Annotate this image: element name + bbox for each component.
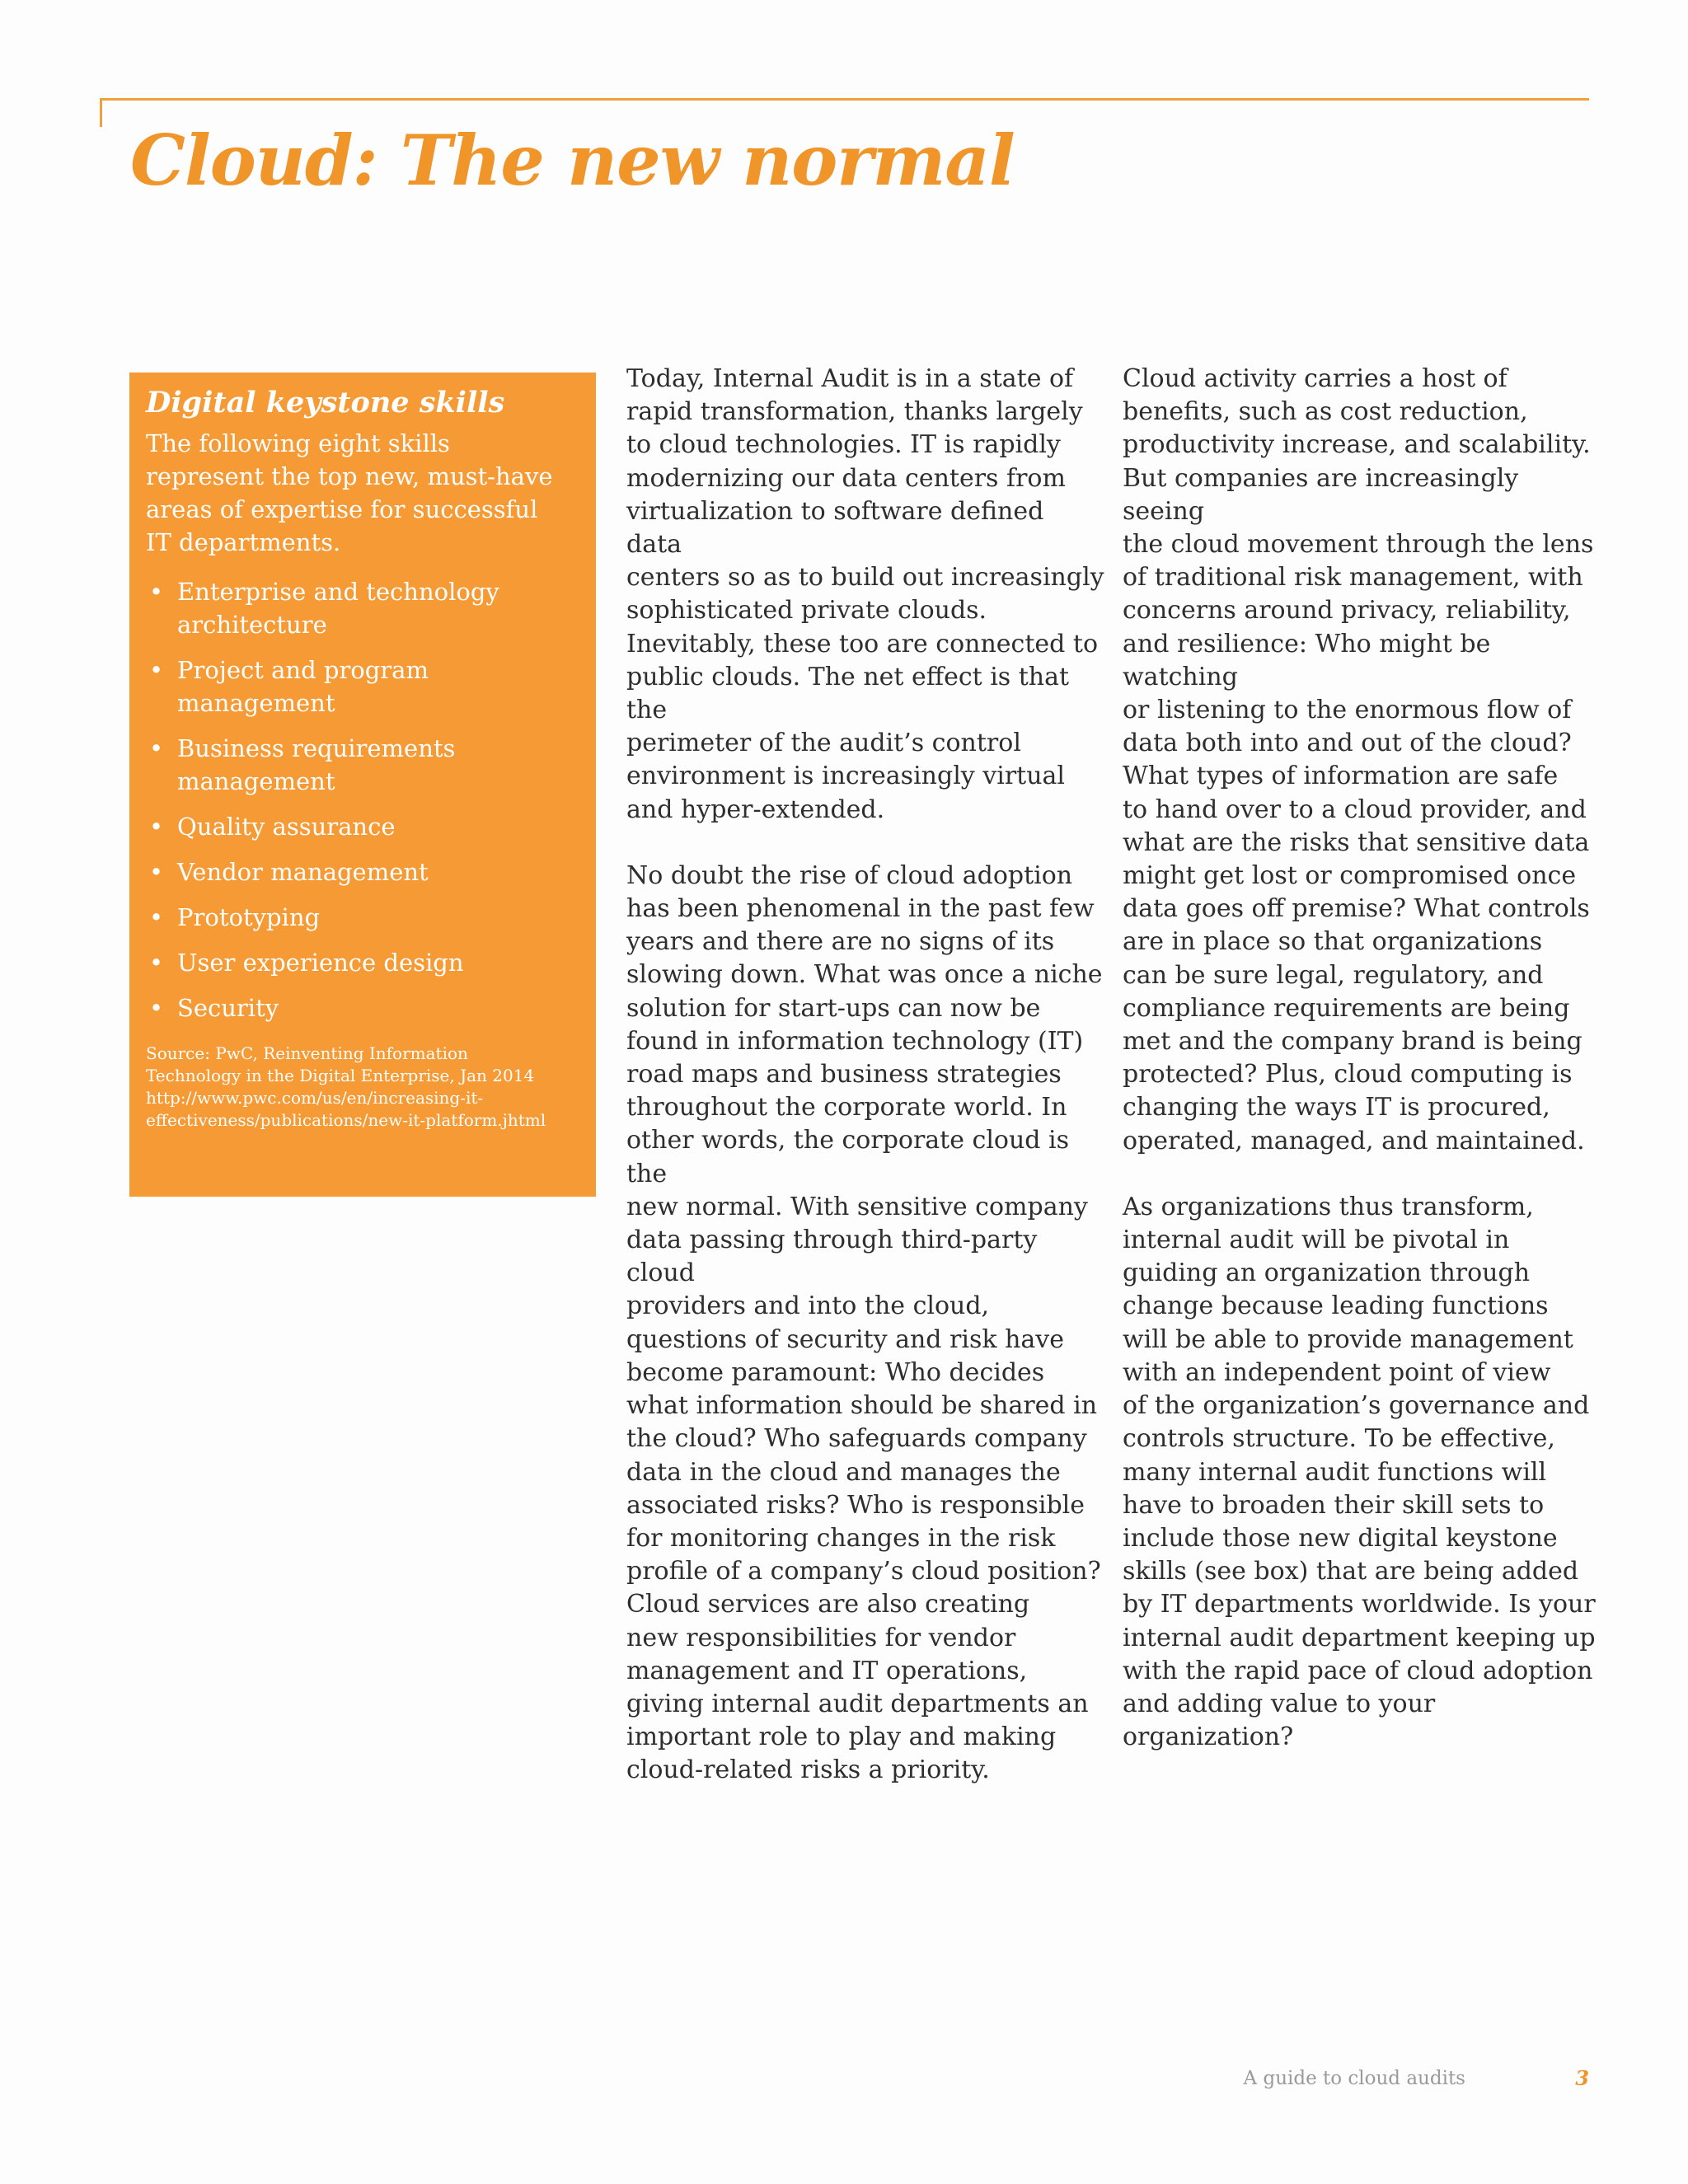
skill-label: Project and program management <box>177 656 429 717</box>
bullet-icon: • <box>149 994 164 1022</box>
footer-publication-label: A guide to cloud audits <box>1243 2068 1465 2089</box>
skill-label: Security <box>177 994 279 1022</box>
body-paragraph: No doubt the rise of cloud adoption has been phenomenal in the past few years and there are no signs of its slowing down. What was once a niche solution for start-ups can now be found in information technology (IT) road maps and business strategies throughout the corporate world. In other words, the corporate cloud is the new normal. With sensitive company data passing through third-party cloud providers and into the cloud, questions of security and risk have become paramount: Who decides what information should be shared in the cloud? Who safeguards company data in the cloud and manages the associated risks? Who is responsible for monitoring changes in the risk profile of a company’s cloud position? Cloud services are also creating new responsibilities for vendor management and IT operations, giving internal audit departments an important role to play and making cloud-related risks a priority. <box>626 860 1103 1785</box>
skill-label: Business requirements management <box>177 734 456 795</box>
body-paragraph: As organizations thus transform, internal audit will be pivotal in guiding an organization through change because leading functions will be able to provide management with an independent point of view of the organization’s governance and controls structure. To be effective, many internal audit functions will have to broaden their skill sets to include those new digital keystone skills (see box) that are being added by IT departments worldwide. Is your internal audit department keeping up with the rapid pace of cloud adoption and adding value to your organization? <box>1123 1192 1596 1752</box>
skill-label: Prototyping <box>177 903 321 931</box>
body-column-1 <box>626 363 1104 1821</box>
bullet-icon: • <box>149 656 164 684</box>
skill-label: Vendor management <box>177 858 429 886</box>
body-paragraph: Today, Internal Audit is in a state of rapid transformation, thanks largely to cloud technologies. IT is rapidly modernizing our data centers from virtualization to software defined data centers so as to build out increasingly sophisticated private clouds. Inevitably, these too are connected to public clouds. The net effect is that the perimeter of the audit’s control environment is increasingly virtual and hyper-extended. <box>626 364 1104 824</box>
skill-item <box>146 575 581 641</box>
skill-label: User experience design <box>177 949 464 977</box>
body-column-2 <box>1123 363 1601 1787</box>
skill-item <box>146 654 581 719</box>
sidebar-heading: Digital keystone skills <box>146 386 505 419</box>
page-number: 3 <box>1575 2066 1589 2090</box>
skill-label: Enterprise and technology architecture <box>177 578 499 639</box>
page-title: Cloud: The new normal <box>130 120 1015 201</box>
skill-item <box>146 732 581 798</box>
source-citation: Source: PwC, Reinventing Information Technology in the Digital Enterprise, Jan 2014 http://www.pwc.com/us/en/increasing-it- effectiveness/publications/new-it-platform.jhtml <box>146 1043 546 1130</box>
bullet-icon: • <box>149 578 164 606</box>
body-paragraph: Cloud activity carries a host of benefits, such as cost reduction, productivity increase, and scalability. But companies are increasingly seeing the cloud movement through the lens of traditional risk management, with concerns around privacy, reliability, and resilience: Who might be watching or listening to the enormous flow of data both into and out of the cloud? What types of information are safe to hand over to a cloud provider, and what are the risks that sensitive data might get lost or compromised once data goes off premise? What controls are in place so that organizations can be sure legal, regulatory, and compliance requirements are being met and the company brand is being protected? Plus, cloud computing is changing the ways IT is procured, operated, managed, and maintained. <box>1123 364 1594 1155</box>
skill-item <box>146 991 581 1024</box>
sidebar-intro: The following eight skills represent the top new, must-have areas of expertise for successful IT departments. <box>146 429 553 556</box>
skill-item <box>146 855 581 888</box>
bullet-icon: • <box>149 813 164 841</box>
bullet-icon: • <box>149 858 164 886</box>
header-rule <box>100 98 1589 101</box>
bullet-icon: • <box>149 734 164 762</box>
skill-item <box>146 810 581 843</box>
skill-item <box>146 901 581 934</box>
digital-keystone-skills-box <box>129 373 596 1197</box>
header-rule-tick <box>100 98 102 127</box>
skill-item <box>146 946 581 979</box>
bullet-icon: • <box>149 949 164 977</box>
bullet-icon: • <box>149 903 164 931</box>
skill-label: Quality assurance <box>177 813 396 841</box>
skills-list <box>146 575 581 1024</box>
